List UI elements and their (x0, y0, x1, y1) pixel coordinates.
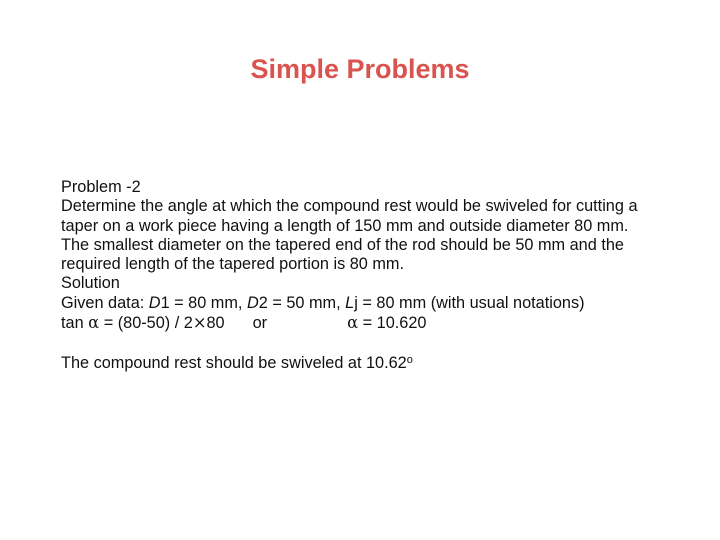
degree-superscript: o (406, 354, 413, 367)
equation-expression: = (80-50) / 2 (99, 314, 193, 333)
equation-result: = 10.620 (358, 314, 427, 333)
d1-variable: D (148, 293, 161, 312)
or-word: or (252, 314, 268, 333)
d1-value: 1 = 80 mm, (160, 293, 247, 312)
slide-body (61, 178, 711, 374)
d2-value: 2 = 50 mm, (258, 293, 346, 312)
lj-value: j = 80 mm (with usual notations) (354, 293, 585, 312)
given-prefix: Given data: (61, 293, 149, 312)
equation-expression-end: 80 (206, 314, 225, 333)
conclusion-text: The compound rest should be swiveled at 10.62 (61, 354, 407, 373)
conclusion-line (61, 351, 711, 373)
equation-line (61, 313, 711, 333)
solution-label: Solution (61, 274, 120, 293)
lj-variable: L (345, 293, 355, 312)
statement-line-3: The smallest diameter on the tapered end of the rod should be 50 mm and the (61, 235, 624, 254)
times-symbol: × (192, 313, 207, 333)
given-data-line (61, 294, 711, 313)
tan-prefix: tan (61, 314, 89, 333)
slide-title: Simple Problems (250, 54, 470, 84)
statement-line-2: taper on a work piece having a length of 150 mm and outside diameter 80 mm. (61, 216, 629, 235)
statement-line-4: required length of the tapered portion is 80 mm. (61, 255, 405, 274)
problem-label: Problem -2 (61, 178, 141, 196)
alpha-symbol-result: α (347, 313, 359, 333)
d2-variable: D (246, 293, 259, 312)
statement-line-1: Determine the angle at which the compound rest would be swiveled for cutting a (61, 197, 638, 216)
alpha-symbol: α (88, 313, 100, 333)
